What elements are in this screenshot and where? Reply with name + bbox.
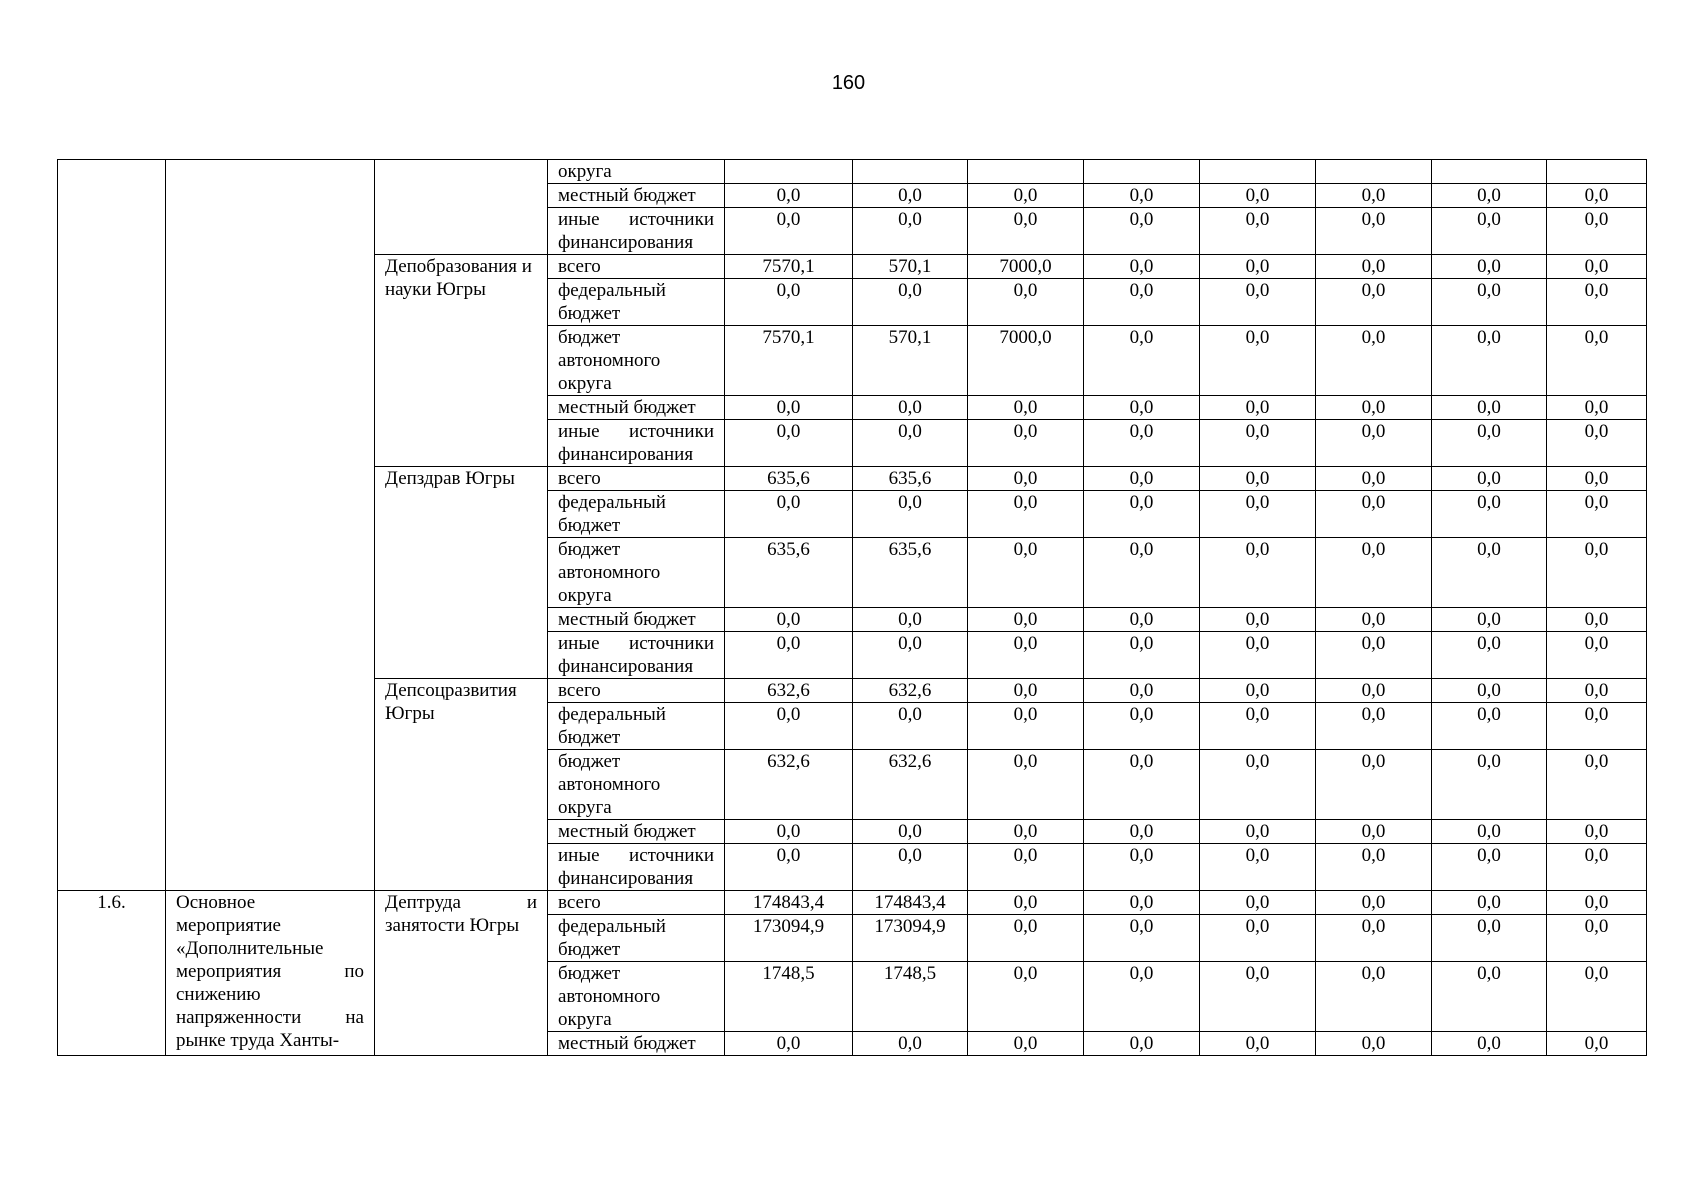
value-cell: 632,6 — [725, 750, 853, 820]
program-index: 1.6. — [58, 891, 166, 1056]
value-cell: 0,0 — [1316, 491, 1432, 538]
value-cell: 173094,9 — [725, 915, 853, 962]
value-cell: 0,0 — [853, 396, 968, 420]
executor-name: Депсоцразвития Югры — [375, 679, 548, 891]
funding-source-cell: местный бюджет — [548, 184, 725, 208]
value-cell: 0,0 — [1200, 420, 1316, 467]
funding-source-cell: округа — [548, 160, 725, 184]
executor-name: Депобразования и науки Югры — [375, 255, 548, 467]
value-cell: 0,0 — [1084, 491, 1200, 538]
value-cell: 0,0 — [1200, 396, 1316, 420]
funding-source-cell: всего — [548, 679, 725, 703]
value-cell: 0,0 — [853, 632, 968, 679]
value-cell: 0,0 — [1316, 703, 1432, 750]
value-cell: 0,0 — [1547, 844, 1647, 891]
page-number: 160 — [831, 72, 866, 94]
value-cell — [1084, 160, 1200, 184]
value-cell: 0,0 — [1432, 915, 1547, 962]
value-cell: 0,0 — [1547, 255, 1647, 279]
value-cell: 0,0 — [1432, 396, 1547, 420]
executor-name: Дептруда и занятости Югры — [375, 891, 548, 1056]
value-cell: 0,0 — [1432, 608, 1547, 632]
value-cell: 0,0 — [853, 1032, 968, 1056]
value-cell: 0,0 — [1316, 820, 1432, 844]
value-cell: 0,0 — [1200, 703, 1316, 750]
value-cell: 7000,0 — [968, 255, 1084, 279]
value-cell: 0,0 — [968, 820, 1084, 844]
value-cell — [1316, 160, 1432, 184]
value-cell: 0,0 — [1547, 326, 1647, 396]
value-cell: 0,0 — [1200, 915, 1316, 962]
value-cell: 0,0 — [1547, 915, 1647, 962]
value-cell: 0,0 — [853, 844, 968, 891]
value-cell: 0,0 — [725, 608, 853, 632]
value-cell: 0,0 — [968, 208, 1084, 255]
value-cell: 0,0 — [1547, 820, 1647, 844]
value-cell: 635,6 — [725, 467, 853, 491]
value-cell: 0,0 — [968, 538, 1084, 608]
program-name: Основное мероприятие «Дополнительные мероприятия по снижению напряженности на рынке труда Ханты- — [166, 891, 375, 1056]
value-cell: 0,0 — [1084, 538, 1200, 608]
value-cell: 0,0 — [1084, 820, 1200, 844]
value-cell: 0,0 — [968, 915, 1084, 962]
value-cell: 0,0 — [1200, 750, 1316, 820]
value-cell: 570,1 — [853, 326, 968, 396]
value-cell: 0,0 — [1084, 420, 1200, 467]
value-cell: 0,0 — [1084, 632, 1200, 679]
value-cell: 0,0 — [1316, 632, 1432, 679]
value-cell: 0,0 — [1084, 1032, 1200, 1056]
value-cell: 0,0 — [1316, 279, 1432, 326]
funding-source-cell: федеральный бюджет — [548, 915, 725, 962]
value-cell: 0,0 — [1316, 679, 1432, 703]
executor-name: Депздрав Югры — [375, 467, 548, 679]
value-cell: 0,0 — [1084, 608, 1200, 632]
value-cell: 0,0 — [968, 891, 1084, 915]
value-cell: 0,0 — [853, 820, 968, 844]
funding-source-cell: всего — [548, 255, 725, 279]
value-cell: 0,0 — [1432, 679, 1547, 703]
value-cell: 0,0 — [968, 420, 1084, 467]
value-cell: 0,0 — [1084, 467, 1200, 491]
value-cell: 0,0 — [1084, 184, 1200, 208]
value-cell: 0,0 — [1200, 279, 1316, 326]
value-cell: 0,0 — [853, 184, 968, 208]
funding-source-cell: федеральный бюджет — [548, 279, 725, 326]
value-cell: 1748,5 — [853, 962, 968, 1032]
value-cell: 0,0 — [725, 491, 853, 538]
value-cell: 0,0 — [1200, 491, 1316, 538]
value-cell: 0,0 — [1547, 538, 1647, 608]
funding-source-cell: бюджет автономного округа — [548, 326, 725, 396]
value-cell: 0,0 — [725, 844, 853, 891]
value-cell: 0,0 — [853, 279, 968, 326]
value-cell: 0,0 — [1084, 962, 1200, 1032]
value-cell: 0,0 — [853, 491, 968, 538]
value-cell — [853, 160, 968, 184]
funding-source-cell: иные источники финансирования — [548, 420, 725, 467]
value-cell: 0,0 — [725, 396, 853, 420]
value-cell: 0,0 — [1547, 184, 1647, 208]
value-cell: 0,0 — [968, 279, 1084, 326]
value-cell: 0,0 — [853, 608, 968, 632]
value-cell: 0,0 — [1200, 679, 1316, 703]
value-cell: 635,6 — [725, 538, 853, 608]
value-cell: 0,0 — [1547, 279, 1647, 326]
value-cell: 0,0 — [1547, 467, 1647, 491]
value-cell: 0,0 — [1432, 467, 1547, 491]
activity-cell — [166, 160, 375, 891]
value-cell: 635,6 — [853, 467, 968, 491]
value-cell: 0,0 — [725, 1032, 853, 1056]
value-cell: 0,0 — [968, 844, 1084, 891]
executor-cell — [375, 160, 548, 255]
value-cell: 7000,0 — [968, 326, 1084, 396]
value-cell: 0,0 — [725, 632, 853, 679]
value-cell: 0,0 — [1084, 703, 1200, 750]
value-cell: 0,0 — [1316, 255, 1432, 279]
funding-source-cell: бюджет автономного округа — [548, 962, 725, 1032]
value-cell: 0,0 — [725, 208, 853, 255]
funding-source-cell: всего — [548, 891, 725, 915]
value-cell: 0,0 — [1084, 915, 1200, 962]
funding-source-cell: иные источники финансирования — [548, 632, 725, 679]
value-cell — [968, 160, 1084, 184]
table-body — [58, 160, 1647, 1056]
value-cell: 0,0 — [1084, 255, 1200, 279]
value-cell: 0,0 — [1200, 467, 1316, 491]
value-cell: 0,0 — [1316, 891, 1432, 915]
value-cell: 0,0 — [1432, 208, 1547, 255]
value-cell: 0,0 — [1432, 184, 1547, 208]
value-cell: 0,0 — [725, 820, 853, 844]
value-cell: 0,0 — [1547, 208, 1647, 255]
value-cell: 0,0 — [1200, 1032, 1316, 1056]
value-cell — [1200, 160, 1316, 184]
value-cell: 0,0 — [1200, 255, 1316, 279]
value-cell: 0,0 — [1316, 962, 1432, 1032]
value-cell: 0,0 — [1084, 891, 1200, 915]
funding-source-cell: местный бюджет — [548, 608, 725, 632]
value-cell: 0,0 — [1316, 420, 1432, 467]
funding-source-cell: местный бюджет — [548, 1032, 725, 1056]
value-cell: 0,0 — [1432, 491, 1547, 538]
value-cell: 0,0 — [1200, 820, 1316, 844]
index-cell — [58, 160, 166, 891]
value-cell: 0,0 — [1084, 279, 1200, 326]
value-cell: 0,0 — [1316, 326, 1432, 396]
value-cell: 0,0 — [1316, 208, 1432, 255]
value-cell: 0,0 — [1432, 750, 1547, 820]
value-cell: 0,0 — [968, 962, 1084, 1032]
value-cell: 0,0 — [968, 632, 1084, 679]
value-cell: 0,0 — [1432, 255, 1547, 279]
funding-source-cell: бюджет автономного округа — [548, 750, 725, 820]
value-cell: 174843,4 — [725, 891, 853, 915]
value-cell: 0,0 — [1084, 208, 1200, 255]
value-cell — [1432, 160, 1547, 184]
value-cell: 0,0 — [1547, 703, 1647, 750]
value-cell: 1748,5 — [725, 962, 853, 1032]
value-cell: 0,0 — [1316, 915, 1432, 962]
value-cell: 0,0 — [1084, 750, 1200, 820]
value-cell: 0,0 — [1200, 844, 1316, 891]
value-cell: 0,0 — [1547, 632, 1647, 679]
value-cell: 0,0 — [1432, 538, 1547, 608]
value-cell: 0,0 — [853, 208, 968, 255]
value-cell: 0,0 — [1547, 420, 1647, 467]
value-cell: 0,0 — [1432, 962, 1547, 1032]
value-cell: 0,0 — [1316, 844, 1432, 891]
funding-source-cell: иные источники финансирования — [548, 208, 725, 255]
value-cell: 0,0 — [1547, 679, 1647, 703]
value-cell: 0,0 — [968, 1032, 1084, 1056]
value-cell: 0,0 — [1200, 326, 1316, 396]
value-cell: 632,6 — [853, 750, 968, 820]
table-row — [58, 160, 1647, 184]
funding-source-cell: всего — [548, 467, 725, 491]
funding-source-cell: бюджет автономного округа — [548, 538, 725, 608]
funding-source-cell: федеральный бюджет — [548, 703, 725, 750]
value-cell: 0,0 — [1084, 679, 1200, 703]
financing-table — [57, 159, 1647, 1056]
value-cell: 7570,1 — [725, 326, 853, 396]
funding-source-cell: местный бюджет — [548, 820, 725, 844]
value-cell: 0,0 — [1432, 844, 1547, 891]
value-cell: 632,6 — [853, 679, 968, 703]
value-cell: 0,0 — [968, 679, 1084, 703]
value-cell: 0,0 — [1316, 1032, 1432, 1056]
value-cell: 635,6 — [853, 538, 968, 608]
value-cell: 0,0 — [968, 184, 1084, 208]
value-cell: 0,0 — [1547, 608, 1647, 632]
value-cell: 0,0 — [1547, 962, 1647, 1032]
value-cell: 0,0 — [1432, 703, 1547, 750]
value-cell: 0,0 — [1316, 538, 1432, 608]
value-cell — [1547, 160, 1647, 184]
value-cell: 0,0 — [1200, 208, 1316, 255]
value-cell: 0,0 — [725, 703, 853, 750]
value-cell: 0,0 — [968, 703, 1084, 750]
value-cell: 0,0 — [1200, 962, 1316, 1032]
value-cell: 0,0 — [1084, 326, 1200, 396]
value-cell: 0,0 — [1084, 396, 1200, 420]
value-cell: 0,0 — [1547, 396, 1647, 420]
table-row — [58, 891, 1647, 915]
value-cell: 0,0 — [725, 420, 853, 467]
value-cell: 0,0 — [1316, 750, 1432, 820]
value-cell: 0,0 — [1547, 891, 1647, 915]
value-cell: 0,0 — [1316, 467, 1432, 491]
value-cell: 0,0 — [853, 703, 968, 750]
value-cell: 570,1 — [853, 255, 968, 279]
value-cell: 0,0 — [1432, 279, 1547, 326]
value-cell: 0,0 — [1432, 1032, 1547, 1056]
value-cell: 0,0 — [968, 467, 1084, 491]
funding-source-cell: местный бюджет — [548, 396, 725, 420]
value-cell: 0,0 — [725, 184, 853, 208]
funding-source-cell: иные источники финансирования — [548, 844, 725, 891]
value-cell: 0,0 — [1547, 750, 1647, 820]
value-cell: 0,0 — [1432, 820, 1547, 844]
value-cell: 0,0 — [1316, 184, 1432, 208]
value-cell: 0,0 — [1547, 491, 1647, 538]
value-cell: 0,0 — [1200, 184, 1316, 208]
value-cell: 0,0 — [1200, 632, 1316, 679]
value-cell: 0,0 — [1547, 1032, 1647, 1056]
value-cell: 0,0 — [1432, 420, 1547, 467]
value-cell: 0,0 — [853, 420, 968, 467]
value-cell: 0,0 — [1200, 891, 1316, 915]
value-cell: 0,0 — [1432, 632, 1547, 679]
value-cell: 0,0 — [1200, 608, 1316, 632]
funding-source-cell: федеральный бюджет — [548, 491, 725, 538]
value-cell — [725, 160, 853, 184]
value-cell: 0,0 — [968, 750, 1084, 820]
value-cell: 0,0 — [1200, 538, 1316, 608]
value-cell: 7570,1 — [725, 255, 853, 279]
value-cell: 0,0 — [968, 491, 1084, 538]
value-cell: 0,0 — [1084, 844, 1200, 891]
value-cell: 0,0 — [1432, 326, 1547, 396]
value-cell: 0,0 — [725, 279, 853, 326]
value-cell: 174843,4 — [853, 891, 968, 915]
value-cell: 0,0 — [968, 608, 1084, 632]
value-cell: 173094,9 — [853, 915, 968, 962]
value-cell: 632,6 — [725, 679, 853, 703]
value-cell: 0,0 — [1316, 608, 1432, 632]
value-cell: 0,0 — [1316, 396, 1432, 420]
value-cell: 0,0 — [1432, 891, 1547, 915]
value-cell: 0,0 — [968, 396, 1084, 420]
